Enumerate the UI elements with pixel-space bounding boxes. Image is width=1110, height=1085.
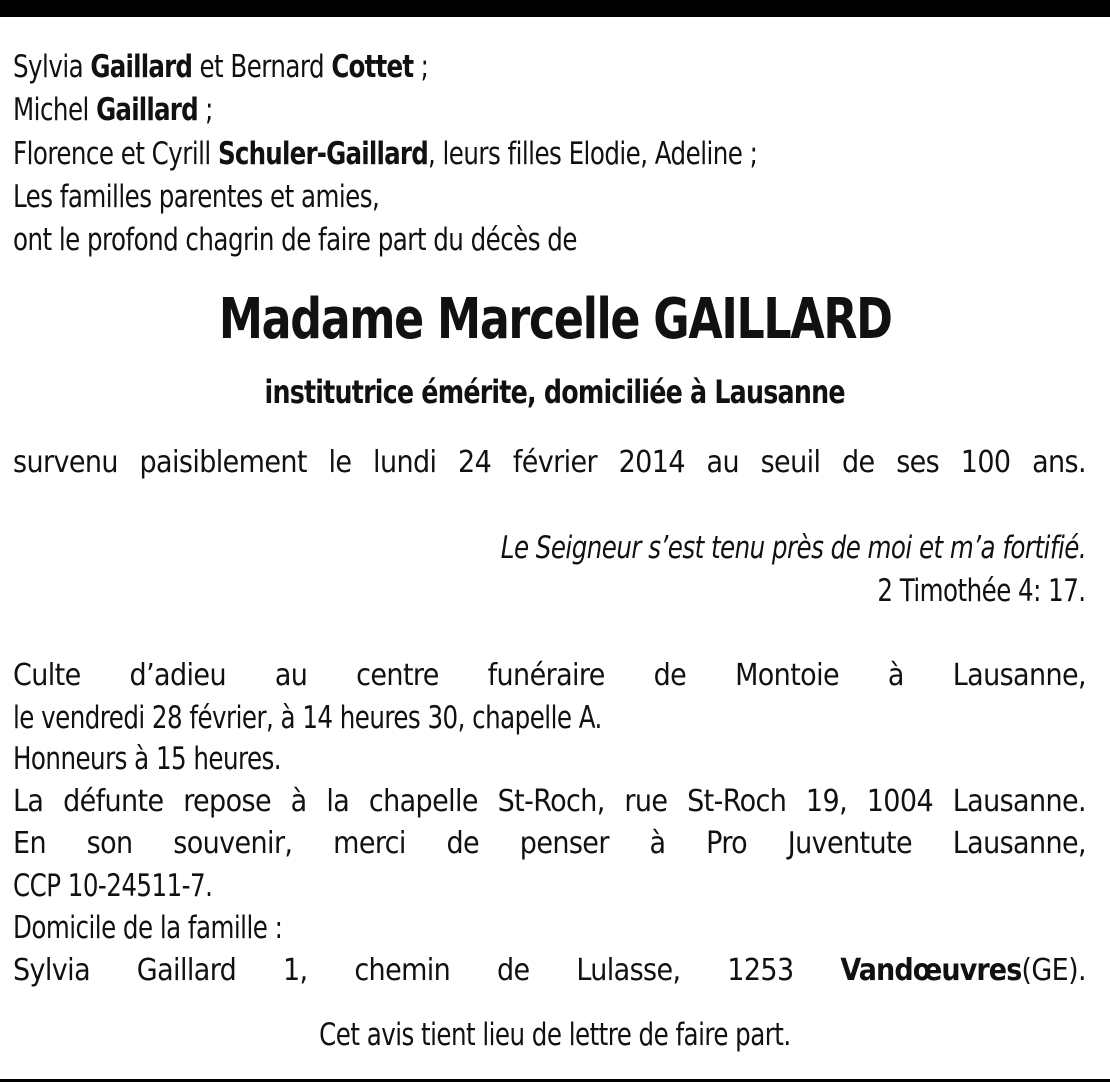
family-line-1 xyxy=(13,46,957,88)
bible-reference xyxy=(0,570,1086,612)
text: ; xyxy=(197,92,213,128)
place-name: Vandœuvres xyxy=(840,953,1022,988)
deceased-name xyxy=(0,287,1110,352)
bible-quote-text: Le Seigneur s’est tenu près de moi et m’a fortifié. xyxy=(500,530,1086,566)
text: ; xyxy=(413,49,429,85)
surname: Schuler-Gaillard xyxy=(217,136,428,172)
deceased-name-text: Madame Marcelle GAILLARD xyxy=(218,287,892,352)
ceremony-line-6: CCP 10-24511-7. xyxy=(13,868,213,904)
ceremony-line-8 xyxy=(13,950,1086,992)
ceremony-line-5: En son souvenir, merci de penser à Pro Juventute Lausanne, xyxy=(13,826,1086,861)
family-line-2 xyxy=(13,89,957,131)
family-line-3 xyxy=(13,133,957,175)
bible-reference-text: 2 Timothée 4: 17. xyxy=(877,573,1086,609)
ceremony-line-1: Culte d’adieu au centre funéraire de Montoie à Lausanne, xyxy=(13,658,1086,693)
text: et Bernard xyxy=(192,49,332,85)
bottom-rule xyxy=(0,1079,1110,1082)
ceremony-line-7: Domicile de la famille : xyxy=(13,910,283,946)
surname: Gaillard xyxy=(96,92,198,128)
family-line-4: Les familles parentes et amies, xyxy=(13,179,380,215)
text: , leurs filles Elodie, Adeline ; xyxy=(427,136,758,172)
text: Sylvia Gaillard 1, chemin de Lulasse, 1253 xyxy=(13,953,841,988)
surname: Cottet xyxy=(331,49,414,85)
closing-text: Cet avis tient lieu de lettre de faire part. xyxy=(319,1017,791,1053)
ceremony-line-4: La défunte repose à la chapelle St-Roch, rue St-Roch 19, 1004 Lausanne. xyxy=(13,784,1086,819)
text: Florence et Cyrill xyxy=(13,136,218,172)
closing-line xyxy=(0,1014,1110,1056)
top-rule xyxy=(0,0,1110,17)
deceased-subtitle xyxy=(0,374,1110,410)
death-line: survenu paisiblement le lundi 24 février 2014 au seuil de ses 100 ans. xyxy=(13,445,1086,480)
text: Michel xyxy=(13,92,97,128)
ceremony-line-3: Honneurs à 15 heures. xyxy=(13,741,282,777)
ceremony-line-2: le vendredi 28 février, à 14 heures 30, chapelle A. xyxy=(13,700,602,736)
text: Sylvia xyxy=(13,49,91,85)
bible-quote xyxy=(0,527,1086,569)
family-line-5: ont le profond chagrin de faire part du décès de xyxy=(13,222,577,258)
text: (GE). xyxy=(1021,953,1086,988)
deceased-subtitle-text: institutrice émérite, domiciliée à Lausanne xyxy=(264,373,846,411)
surname: Gaillard xyxy=(90,49,193,85)
